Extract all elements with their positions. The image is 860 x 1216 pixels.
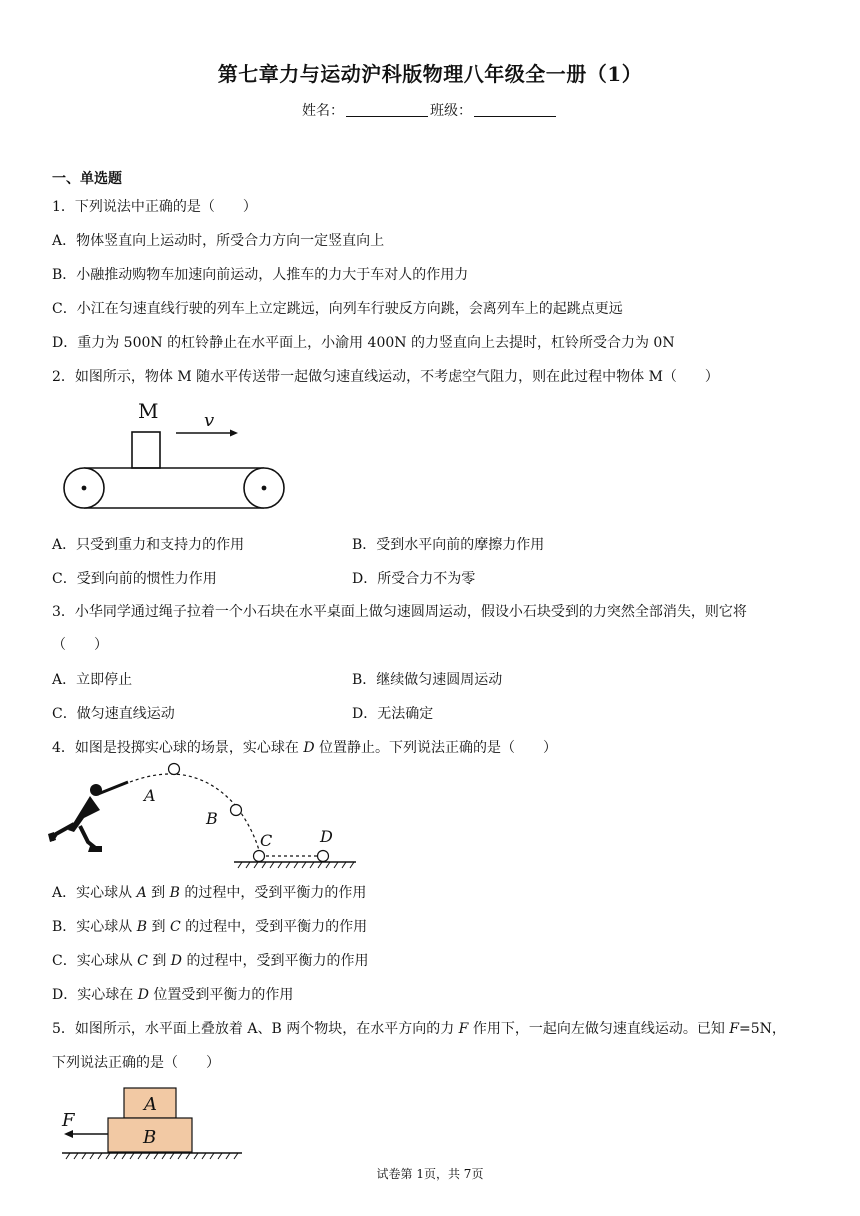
q4-b-t1: B．实心球从 xyxy=(52,919,137,935)
q5-stem xyxy=(52,1018,786,1038)
q4-a-t3: 到 xyxy=(146,885,170,901)
q1-option-d: D．重力为 500N 的杠铃静止在水平面上，小渝用 400N 的力竖直向上去提时，杠铃所受合力为 0N xyxy=(52,335,675,351)
q4-option-c xyxy=(52,950,368,970)
q3-option-a: A．立即停止 xyxy=(52,672,133,688)
q5-stem-mid: 作用下，一起向左做匀速直线运动。已知 xyxy=(468,1021,730,1037)
q4-stem xyxy=(52,737,557,757)
q4-a-t1: A．实心球从 xyxy=(52,885,137,901)
q4-c-t3: 到 xyxy=(147,953,171,969)
right-pulley-axle xyxy=(262,486,267,491)
q2-option-d: D．所受合力不为零 xyxy=(352,571,476,587)
shot-put-figure xyxy=(44,760,364,872)
q5-stem-continued: 下列说法正确的是（ ） xyxy=(52,1055,220,1071)
q5-stem-pre: 5．如图所示，水平面上叠放着 A、B 两个物块，在水平方向的力 xyxy=(52,1021,459,1037)
q5-stem-f: F xyxy=(458,1021,469,1037)
q4-a-t5: 的过程中，受到平衡力的作用 xyxy=(179,885,367,901)
page-title: 第七章力与运动沪科版物理八年级全一册（1） xyxy=(217,62,643,86)
q1-option-b: B．小融推动购物车加速向前运动，人推车的力大于车对人的作用力 xyxy=(52,267,469,283)
fig-label-block-a: A xyxy=(144,1094,157,1115)
q4-c-t4: D xyxy=(170,953,183,969)
q5-stem-post: =5N， xyxy=(739,1021,786,1037)
name-label: 姓名： xyxy=(302,103,344,119)
q4-b-t4: C xyxy=(169,919,181,935)
fig-label-b: B xyxy=(206,809,218,828)
name-blank[interactable] xyxy=(346,102,428,117)
q4-a-t2: A xyxy=(136,885,147,901)
force-arrowhead xyxy=(64,1130,73,1138)
q4-c-t2: C xyxy=(137,953,148,969)
q4-b-t5: 的过程中，受到平衡力的作用 xyxy=(180,919,368,935)
q3-option-b: B．继续做匀速圆周运动 xyxy=(352,672,503,688)
q1-option-a: A．物体竖直向上运动时，所受合力方向一定竖直向上 xyxy=(52,233,385,249)
q4-option-b xyxy=(52,916,367,936)
q4-d-t3: 位置受到平衡力的作用 xyxy=(148,987,294,1003)
q4-b-t2: B xyxy=(136,919,148,935)
q3-option-d: D．无法确定 xyxy=(352,706,434,722)
q4-b-t3: 到 xyxy=(147,919,170,935)
ball-c xyxy=(254,851,265,862)
velocity-arrowhead xyxy=(230,430,238,437)
q2-option-b: B．受到水平向前的摩擦力作用 xyxy=(352,537,545,553)
q2-stem: 2．如图所示，物体 M 随水平传送带一起做匀速直线运动，不考虑空气阻力，则在此过程中物体 M（ ） xyxy=(52,369,719,385)
fig-label-block-b: B xyxy=(143,1127,157,1148)
q3-stem: 3．小华同学通过绳子拉着一个小石块在水平桌面上做匀速圆周运动，假设小石块受到的力突然全部消失，则它将 xyxy=(52,604,747,620)
fig-label-c: C xyxy=(260,831,273,850)
q3-stem-continued: （ ） xyxy=(52,637,108,653)
page-footer: 试卷第 1页，共 7页 xyxy=(376,1167,484,1181)
q2-option-a: A．只受到重力和支持力的作用 xyxy=(52,537,245,553)
section-heading: 一、单选题 xyxy=(52,171,122,187)
ball-d xyxy=(318,851,329,862)
q4-option-d xyxy=(52,984,293,1004)
left-pulley-axle xyxy=(82,486,87,491)
q4-c-t1: C．实心球从 xyxy=(52,953,138,969)
q4-c-t5: 的过程中，受到平衡力的作用 xyxy=(182,953,369,969)
block-m xyxy=(132,432,160,468)
ball-b xyxy=(231,805,242,816)
q4-a-t4: B xyxy=(169,885,180,901)
q4-stem-post: 位置静止。下列说法正确的是（ ） xyxy=(314,740,558,756)
fig-label-a: A xyxy=(144,786,156,805)
fig-label-d: D xyxy=(320,827,333,846)
q4-stem-d: D xyxy=(303,740,315,756)
q1-stem: 1．下列说法中正确的是（ ） xyxy=(52,199,257,215)
q2-option-c: C．受到向前的惯性力作用 xyxy=(52,571,217,587)
thrower-figure xyxy=(48,782,128,852)
q3-option-c: C．做匀速直线运动 xyxy=(52,706,175,722)
q4-stem-pre: 4．如图是投掷实心球的场景，实心球在 xyxy=(52,740,304,756)
q4-option-a xyxy=(52,882,366,902)
fig-label-f: F xyxy=(62,1110,75,1131)
ground-hatching xyxy=(238,862,354,868)
fig-label-m: M xyxy=(138,399,159,423)
q5-stem-f2: F xyxy=(729,1021,739,1037)
ball-a xyxy=(169,764,180,775)
q4-d-t2: D xyxy=(137,987,149,1003)
q4-d-t1: D．实心球在 xyxy=(52,987,138,1003)
fig-label-v: v xyxy=(204,410,215,431)
floor-hatching xyxy=(66,1153,238,1159)
stacked-blocks-figure xyxy=(58,1082,248,1162)
q1-option-c: C．小江在匀速直线行驶的列车上立定跳远，向列车行驶反方向跳，会离列车上的起跳点更远 xyxy=(52,301,623,317)
class-blank[interactable] xyxy=(474,102,556,117)
class-label: 班级： xyxy=(430,103,472,119)
student-info-line xyxy=(0,100,860,120)
conveyor-belt-figure xyxy=(58,396,290,516)
